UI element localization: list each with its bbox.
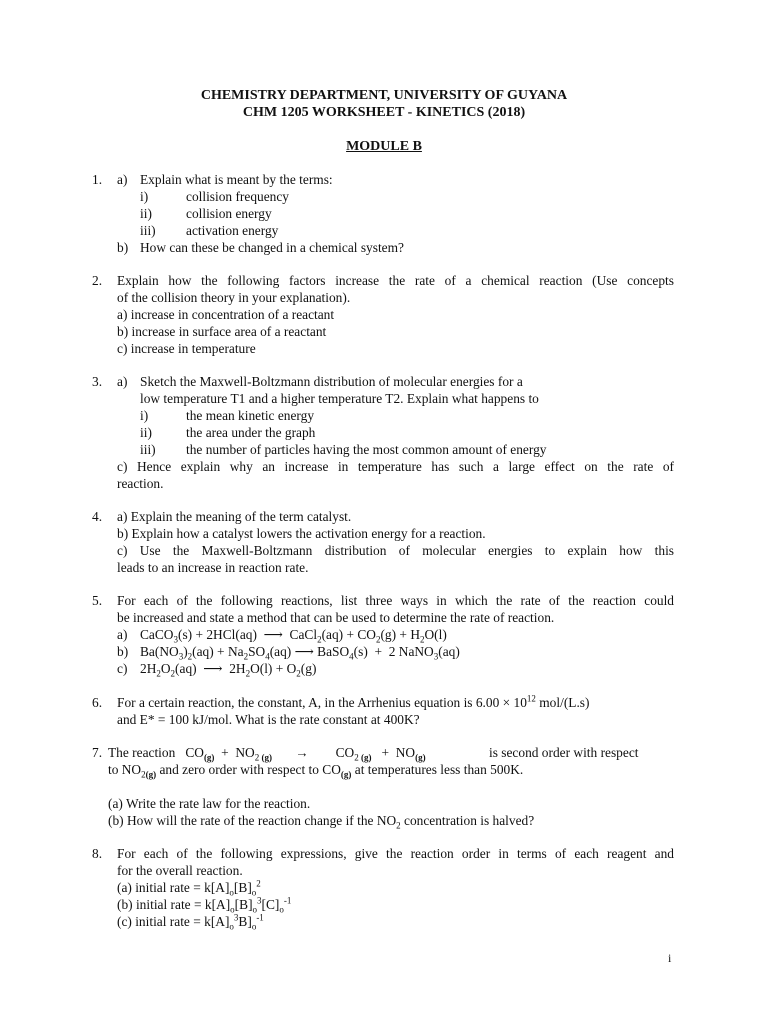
q3-item-num: iii) <box>140 442 156 457</box>
q6-text-pre: For a certain reaction, the constant, A, in the Arrhenius equation is 6.00 × 10 <box>117 695 527 710</box>
q3-number: 3. <box>92 374 103 389</box>
q8-number: 8. <box>92 846 103 861</box>
q6-exponent: 12 <box>526 693 536 704</box>
q8-text: For each of the following expressions, give the reaction order in terms of each reagent and <box>117 846 674 861</box>
q6-text-post: mol/(L.s) <box>535 695 590 710</box>
q1-item-text: activation energy <box>186 223 279 238</box>
q3-item-text: the number of particles having the most common amount of energy <box>186 442 547 457</box>
q1-a-label: a) <box>117 172 128 187</box>
q1-item-num: ii) <box>140 206 152 221</box>
q7-text-tail: at temperatures less than 500K. <box>354 762 524 777</box>
q5-text: For each of the following reactions, list three ways in which the rate of the reaction could <box>117 593 674 608</box>
q1-b-label: b) <box>117 240 129 255</box>
rate-prefix: (b) initial rate = <box>117 897 205 912</box>
department-title: CHEMISTRY DEPARTMENT, UNIVERSITY OF GUYANA <box>200 88 568 103</box>
q7-part-b: (b) How will the rate of the reaction change if the $NO_2$ concentration is halved? <box>108 813 535 831</box>
q5-text: be increased and state a method that can be used to determine the rate of reaction. <box>117 610 555 625</box>
q3-a-text: low temperature T1 and a higher temperature T2. Explain what happens to <box>140 391 539 406</box>
worksheet-title: CHM 1205 WORKSHEET - KINETICS (2018) <box>242 105 526 120</box>
q2-part-b: b) increase in surface area of a reactant <box>117 324 327 339</box>
q6-number: 6. <box>92 695 103 710</box>
q4-number: 4. <box>92 509 103 524</box>
q1-b-text: How can these be changed in a chemical system? <box>140 240 404 255</box>
q7-b-text-post: concentration is halved? <box>400 813 535 828</box>
q1-a-text: Explain what is meant by the terms: <box>140 172 333 187</box>
q4-part-b: b) Explain how a catalyst lowers the activation energy for a reaction. <box>117 526 486 541</box>
q7-reaction: The reaction $CO_{(g)} + NO_{2 (g)}$ → $CO_{2 (g)} + NO_{(g)}$ <box>108 745 426 763</box>
q6-text: and E* = 100 kJ/mol. What is the rate constant at 400K? <box>117 712 420 727</box>
q4-part-c: leads to an increase in reaction rate. <box>117 560 309 575</box>
module-title: MODULE B <box>346 139 422 154</box>
q4-part-c: c) Use the Maxwell-Boltzmann distribution of molecular energies to explain how this <box>117 543 674 558</box>
reaction-equation-c: $2H_2O_2(aq)$ ⟶ $2H_2O(l) + O_2(g)$ <box>140 661 317 679</box>
q5-number: 5. <box>92 593 103 608</box>
q5-a-label: a) <box>117 627 128 642</box>
q6-text <box>117 695 589 711</box>
q2-text: of the collision theory in your explanation). <box>117 290 351 305</box>
rate-expression-c: (c) initial rate = $k[A]_o^3B]_o^{-1}$ <box>117 912 264 932</box>
q5-c-label: c) <box>117 661 128 676</box>
q2-part-a: a) increase in concentration of a reactant <box>117 307 335 322</box>
q1-item-text: collision energy <box>186 206 272 221</box>
q1-item-text: collision frequency <box>186 189 289 204</box>
reaction-equation-b: $Ba(NO_3)_2(aq) + Na_2SO_4(aq)$ ⟶ BaSO$_4$(s) + 2 NaNO$_3$(aq) <box>140 644 460 662</box>
q7-text: is second order with respect <box>489 745 639 760</box>
rate-prefix: (a) initial rate = <box>117 880 205 895</box>
rate-expression-b: (b) initial rate = $k[A]_o[B]_o^3[C]_o^{-1}$ <box>117 895 292 915</box>
q3-item-num: ii) <box>140 425 152 440</box>
q7-line2: to $NO_{2(g)}$ and zero order with respect to $CO_{(g)}$ at temperatures less than 500K. <box>108 762 524 780</box>
q1-number: 1. <box>92 172 103 187</box>
q3-item-text: the area under the graph <box>186 425 316 440</box>
q2-part-c: c) increase in temperature <box>117 341 256 356</box>
q3-a-text: Sketch the Maxwell-Boltzmann distribution of molecular energies for a <box>140 374 523 389</box>
q7-number: 7. <box>92 745 103 760</box>
q7-part-a: (a) Write the rate law for the reaction. <box>108 796 311 811</box>
rate-prefix: (c) initial rate = <box>117 914 205 929</box>
q2-text: Explain how the following factors increase the rate of a chemical reaction (Use concepts <box>117 273 674 288</box>
q3-c-text: reaction. <box>117 476 164 491</box>
q2-number: 2. <box>92 273 103 288</box>
q5-b-label: b) <box>117 644 129 659</box>
page-number: i <box>668 951 672 965</box>
q3-a-label: a) <box>117 374 128 389</box>
q1-item-num: iii) <box>140 223 156 238</box>
q3-item-num: i) <box>140 408 149 423</box>
reaction-equation-a: CaCO$_3$(s) + 2HCl(aq) ⟶ CaCl$_2$(aq) + $CO_2(g) + H_2O(l)$ <box>140 627 447 645</box>
q4-part-a: a) Explain the meaning of the term catalyst. <box>117 509 352 524</box>
rate-expression-a: (a) initial rate = $k[A]_o[B]_o^2$ <box>117 878 261 898</box>
q3-c-text: c) Hence explain why an increase in temperature has such a large effect on the rate of <box>117 459 674 474</box>
q7-b-text-pre: (b) How will the rate of the reaction change if the NO <box>108 813 397 828</box>
q1-item-num: i) <box>140 189 149 204</box>
q8-text: for the overall reaction. <box>117 863 243 878</box>
q3-item-text: the mean kinetic energy <box>186 408 315 423</box>
